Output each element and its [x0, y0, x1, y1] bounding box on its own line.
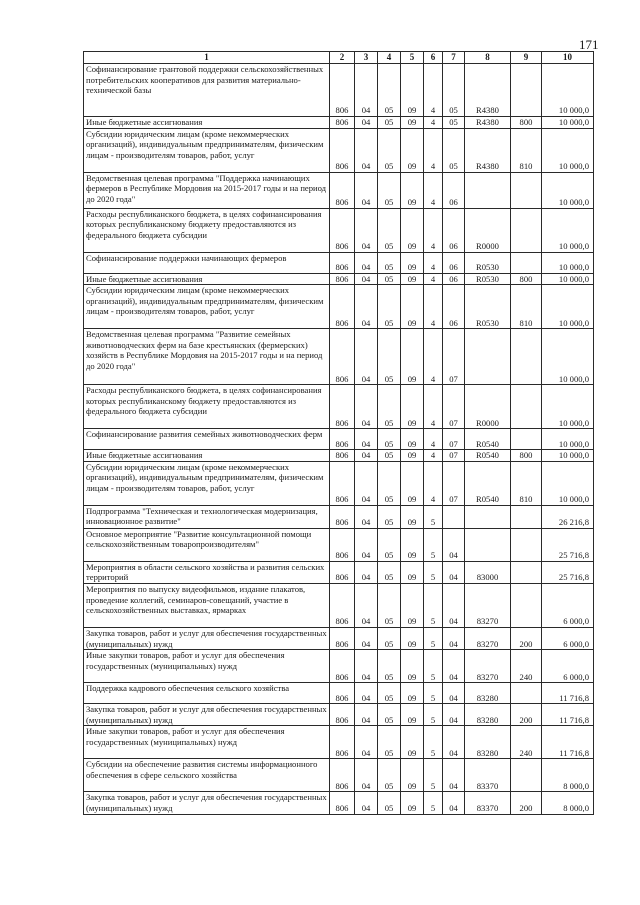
code-program: 09 [401, 285, 424, 329]
code-ministry: 806 [330, 726, 355, 759]
code-subsection: 05 [378, 273, 401, 285]
code-measure: 04 [443, 627, 465, 649]
code-subsection: 05 [378, 683, 401, 704]
table-row [84, 429, 594, 450]
code-direction [465, 505, 511, 528]
table-header-row [84, 52, 594, 64]
code-measure: 04 [443, 726, 465, 759]
code-measure: 04 [443, 683, 465, 704]
code-section: 04 [355, 117, 378, 129]
column-header: 8 [465, 52, 511, 64]
amount: 10 000,0 [542, 285, 594, 329]
code-expense-type: 800 [511, 273, 542, 285]
code-subprogram: 5 [424, 528, 443, 561]
table-row [84, 273, 594, 285]
code-subprogram: 4 [424, 385, 443, 429]
code-subprogram: 4 [424, 273, 443, 285]
code-expense-type [511, 583, 542, 627]
code-subsection: 05 [378, 704, 401, 726]
code-expense-type [511, 64, 542, 117]
table-row [84, 64, 594, 117]
code-subprogram: 5 [424, 505, 443, 528]
column-header: 5 [401, 52, 424, 64]
code-program: 09 [401, 505, 424, 528]
row-label: Подпрограмма "Техническая и технологическая модернизация, инновационное развитие" [84, 505, 330, 528]
code-expense-type: 810 [511, 128, 542, 172]
code-subsection: 05 [378, 726, 401, 759]
code-direction: R0540 [465, 429, 511, 450]
code-subprogram: 4 [424, 117, 443, 129]
row-label: Софинансирование грантовой поддержки сельскохозяйственных потребительских кооперативов для развития материально-технической базы [84, 64, 330, 117]
code-direction: 83270 [465, 583, 511, 627]
code-program: 09 [401, 252, 424, 273]
code-measure: 04 [443, 561, 465, 583]
code-section: 04 [355, 64, 378, 117]
code-ministry: 806 [330, 252, 355, 273]
code-expense-type: 200 [511, 792, 542, 814]
row-label: Иные закупки товаров, работ и услуг для обеспечения государственных (муниципальных) нужд [84, 726, 330, 759]
code-section: 04 [355, 627, 378, 649]
code-direction: R0530 [465, 252, 511, 273]
code-ministry: 806 [330, 683, 355, 704]
amount: 6 000,0 [542, 650, 594, 683]
amount: 10 000,0 [542, 128, 594, 172]
code-ministry: 806 [330, 528, 355, 561]
table-row [84, 450, 594, 462]
code-program: 09 [401, 726, 424, 759]
row-label: Иные закупки товаров, работ и услуг для обеспечения государственных (муниципальных) нужд [84, 650, 330, 683]
code-measure: 06 [443, 285, 465, 329]
code-measure: 05 [443, 64, 465, 117]
table-row [84, 726, 594, 759]
code-section: 04 [355, 172, 378, 208]
code-section: 04 [355, 273, 378, 285]
code-program: 09 [401, 117, 424, 129]
code-measure: 04 [443, 792, 465, 814]
code-expense-type: 800 [511, 117, 542, 129]
code-measure: 04 [443, 583, 465, 627]
code-measure: 04 [443, 759, 465, 792]
code-program: 09 [401, 683, 424, 704]
amount: 6 000,0 [542, 583, 594, 627]
code-measure: 07 [443, 385, 465, 429]
code-direction: R0000 [465, 208, 511, 252]
amount: 11 716,8 [542, 704, 594, 726]
code-subsection: 05 [378, 208, 401, 252]
amount: 10 000,0 [542, 329, 594, 385]
column-header: 9 [511, 52, 542, 64]
code-measure: 05 [443, 128, 465, 172]
code-expense-type: 810 [511, 461, 542, 505]
code-subsection: 05 [378, 128, 401, 172]
code-subprogram: 5 [424, 561, 443, 583]
code-measure: 07 [443, 429, 465, 450]
code-subprogram: 4 [424, 429, 443, 450]
code-measure: 05 [443, 117, 465, 129]
column-header: 6 [424, 52, 443, 64]
code-subprogram: 4 [424, 172, 443, 208]
code-expense-type [511, 505, 542, 528]
amount: 10 000,0 [542, 450, 594, 462]
row-label: Субсидии юридическим лицам (кроме некоммерческих организаций), индивидуальным предпринимателям, физическим лицам - производителям товаров, работ, услуг [84, 461, 330, 505]
code-section: 04 [355, 461, 378, 505]
code-direction: R0530 [465, 285, 511, 329]
code-subsection: 05 [378, 172, 401, 208]
code-program: 09 [401, 461, 424, 505]
code-section: 04 [355, 683, 378, 704]
code-section: 04 [355, 329, 378, 385]
code-program: 09 [401, 208, 424, 252]
table-row [84, 627, 594, 649]
code-section: 04 [355, 429, 378, 450]
code-program: 09 [401, 627, 424, 649]
code-section: 04 [355, 583, 378, 627]
column-header: 10 [542, 52, 594, 64]
amount: 11 716,8 [542, 726, 594, 759]
row-label: Иные бюджетные ассигнования [84, 117, 330, 129]
code-subsection: 05 [378, 627, 401, 649]
table-row [84, 505, 594, 528]
code-section: 04 [355, 252, 378, 273]
code-expense-type: 240 [511, 726, 542, 759]
code-ministry: 806 [330, 285, 355, 329]
row-label: Мероприятия в области сельского хозяйства и развития сельских территорий [84, 561, 330, 583]
amount: 10 000,0 [542, 208, 594, 252]
code-direction: R0530 [465, 273, 511, 285]
amount: 26 216,8 [542, 505, 594, 528]
table-row [84, 461, 594, 505]
code-subprogram: 5 [424, 759, 443, 792]
code-measure: 07 [443, 329, 465, 385]
code-section: 04 [355, 285, 378, 329]
code-expense-type [511, 528, 542, 561]
table-row [84, 117, 594, 129]
amount: 10 000,0 [542, 429, 594, 450]
code-program: 09 [401, 759, 424, 792]
code-section: 04 [355, 128, 378, 172]
column-header: 3 [355, 52, 378, 64]
code-direction: 83280 [465, 704, 511, 726]
code-measure [443, 505, 465, 528]
code-ministry: 806 [330, 273, 355, 285]
code-ministry: 806 [330, 172, 355, 208]
code-measure: 06 [443, 172, 465, 208]
code-subsection: 05 [378, 528, 401, 561]
code-measure: 06 [443, 252, 465, 273]
code-expense-type [511, 561, 542, 583]
code-subprogram: 5 [424, 583, 443, 627]
amount: 8 000,0 [542, 792, 594, 814]
row-label: Расходы республиканского бюджета, в целях софинансирования которых республиканскому бюджету предоставляются из федерального бюджета субсидии [84, 385, 330, 429]
row-label: Субсидии на обеспечение развития системы информационного обеспечения в сфере сельского хозяйства [84, 759, 330, 792]
column-header: 4 [378, 52, 401, 64]
code-section: 04 [355, 650, 378, 683]
budget-table [83, 51, 594, 815]
table-row [84, 252, 594, 273]
code-expense-type [511, 329, 542, 385]
code-subsection: 05 [378, 385, 401, 429]
code-expense-type: 200 [511, 627, 542, 649]
code-measure: 04 [443, 650, 465, 683]
code-direction: R4380 [465, 117, 511, 129]
row-label: Поддержка кадрового обеспечения сельского хозяйства [84, 683, 330, 704]
code-subprogram: 4 [424, 329, 443, 385]
code-section: 04 [355, 759, 378, 792]
code-subsection: 05 [378, 117, 401, 129]
table-row [84, 759, 594, 792]
code-ministry: 806 [330, 329, 355, 385]
code-ministry: 806 [330, 583, 355, 627]
code-direction: 83270 [465, 627, 511, 649]
code-section: 04 [355, 704, 378, 726]
code-direction: 83370 [465, 792, 511, 814]
page-number: 171 [579, 37, 599, 52]
code-subprogram: 4 [424, 128, 443, 172]
row-label: Основное мероприятие "Развитие консультационной помощи сельскохозяйственным товаропроизводителям" [84, 528, 330, 561]
code-direction [465, 528, 511, 561]
column-header: 1 [84, 52, 330, 64]
code-ministry: 806 [330, 561, 355, 583]
amount: 10 000,0 [542, 273, 594, 285]
code-subsection: 05 [378, 450, 401, 462]
code-expense-type [511, 759, 542, 792]
code-subprogram: 5 [424, 683, 443, 704]
code-program: 09 [401, 650, 424, 683]
row-label: Закупка товаров, работ и услуг для обеспечения государственных (муниципальных) нужд [84, 704, 330, 726]
code-subprogram: 5 [424, 726, 443, 759]
code-ministry: 806 [330, 704, 355, 726]
table-row [84, 650, 594, 683]
amount: 10 000,0 [542, 117, 594, 129]
code-program: 09 [401, 273, 424, 285]
code-section: 04 [355, 792, 378, 814]
row-label: Мероприятия по выпуску видеофильмов, издание плакатов, проведение коллегий, семинаров-совещаний, участие в сельскохозяйственных выставках, ярмарках [84, 583, 330, 627]
code-section: 04 [355, 528, 378, 561]
code-direction: R0540 [465, 450, 511, 462]
amount: 25 716,8 [542, 528, 594, 561]
code-subsection: 05 [378, 252, 401, 273]
code-subprogram: 4 [424, 252, 443, 273]
code-subprogram: 5 [424, 704, 443, 726]
code-ministry: 806 [330, 450, 355, 462]
code-ministry: 806 [330, 208, 355, 252]
table-row [84, 683, 594, 704]
code-measure: 04 [443, 704, 465, 726]
code-direction: 83370 [465, 759, 511, 792]
code-program: 09 [401, 172, 424, 208]
table-row [84, 329, 594, 385]
code-ministry: 806 [330, 128, 355, 172]
code-subprogram: 5 [424, 627, 443, 649]
code-subprogram: 4 [424, 64, 443, 117]
code-expense-type [511, 683, 542, 704]
column-header: 2 [330, 52, 355, 64]
code-ministry: 806 [330, 792, 355, 814]
code-section: 04 [355, 561, 378, 583]
code-program: 09 [401, 583, 424, 627]
code-direction: R0000 [465, 385, 511, 429]
table-row [84, 528, 594, 561]
code-subsection: 05 [378, 429, 401, 450]
table-row [84, 704, 594, 726]
code-subsection: 05 [378, 583, 401, 627]
code-ministry: 806 [330, 64, 355, 117]
code-program: 09 [401, 329, 424, 385]
code-subsection: 05 [378, 329, 401, 385]
table-row [84, 208, 594, 252]
code-subsection: 05 [378, 792, 401, 814]
code-section: 04 [355, 385, 378, 429]
row-label: Ведомственная целевая программа "Поддержка начинающих фермеров в Республике Мордовия на 2015-2017 годы и на период до 2020 года" [84, 172, 330, 208]
code-subsection: 05 [378, 759, 401, 792]
code-ministry: 806 [330, 461, 355, 505]
code-program: 09 [401, 704, 424, 726]
code-ministry: 806 [330, 627, 355, 649]
table-row [84, 285, 594, 329]
row-label: Софинансирование развития семейных животноводческих ферм [84, 429, 330, 450]
code-program: 09 [401, 450, 424, 462]
code-program: 09 [401, 429, 424, 450]
code-measure: 07 [443, 461, 465, 505]
code-expense-type [511, 252, 542, 273]
code-subprogram: 5 [424, 792, 443, 814]
code-direction: 83270 [465, 650, 511, 683]
code-direction: R4380 [465, 128, 511, 172]
code-ministry: 806 [330, 117, 355, 129]
code-ministry: 806 [330, 429, 355, 450]
code-section: 04 [355, 726, 378, 759]
code-direction: 83000 [465, 561, 511, 583]
table-row [84, 172, 594, 208]
code-section: 04 [355, 505, 378, 528]
row-label: Закупка товаров, работ и услуг для обеспечения государственных (муниципальных) нужд [84, 627, 330, 649]
code-measure: 06 [443, 208, 465, 252]
code-expense-type [511, 429, 542, 450]
code-ministry: 806 [330, 759, 355, 792]
code-direction: 83280 [465, 726, 511, 759]
code-subprogram: 4 [424, 208, 443, 252]
row-label: Субсидии юридическим лицам (кроме некоммерческих организаций), индивидуальным предпринимателям, физическим лицам - производителям товаров, работ, услуг [84, 128, 330, 172]
code-expense-type [511, 208, 542, 252]
code-subprogram: 4 [424, 285, 443, 329]
code-program: 09 [401, 385, 424, 429]
code-subsection: 05 [378, 505, 401, 528]
code-subsection: 05 [378, 64, 401, 117]
code-direction: R4380 [465, 64, 511, 117]
code-direction [465, 329, 511, 385]
row-label: Иные бюджетные ассигнования [84, 273, 330, 285]
code-measure: 07 [443, 450, 465, 462]
code-subsection: 05 [378, 561, 401, 583]
amount: 10 000,0 [542, 385, 594, 429]
row-label: Ведомственная целевая программа "Развитие семейных животноводческих ферм на базе крестьянских (фермерских) хозяйств в Республике Мордовия на 2015-2017 годы и на период до 2020 года" [84, 329, 330, 385]
code-program: 09 [401, 528, 424, 561]
column-header: 7 [443, 52, 465, 64]
code-program: 09 [401, 561, 424, 583]
row-label: Субсидии юридическим лицам (кроме некоммерческих организаций), индивидуальным предпринимателям, физическим лицам - производителям товаров, работ, услуг [84, 285, 330, 329]
code-subprogram: 4 [424, 450, 443, 462]
code-direction: R0540 [465, 461, 511, 505]
code-ministry: 806 [330, 650, 355, 683]
code-program: 09 [401, 64, 424, 117]
row-label: Софинансирование поддержки начинающих фермеров [84, 252, 330, 273]
code-subsection: 05 [378, 650, 401, 683]
code-ministry: 806 [330, 505, 355, 528]
code-program: 09 [401, 792, 424, 814]
code-measure: 04 [443, 528, 465, 561]
code-expense-type: 810 [511, 285, 542, 329]
code-expense-type [511, 385, 542, 429]
code-expense-type [511, 172, 542, 208]
code-section: 04 [355, 208, 378, 252]
amount: 10 000,0 [542, 172, 594, 208]
amount: 6 000,0 [542, 627, 594, 649]
amount: 10 000,0 [542, 64, 594, 117]
code-section: 04 [355, 450, 378, 462]
table-row [84, 583, 594, 627]
row-label: Иные бюджетные ассигнования [84, 450, 330, 462]
code-expense-type: 200 [511, 704, 542, 726]
table-row [84, 561, 594, 583]
code-expense-type: 240 [511, 650, 542, 683]
row-label: Закупка товаров, работ и услуг для обеспечения государственных (муниципальных) нужд [84, 792, 330, 814]
amount: 10 000,0 [542, 461, 594, 505]
code-subsection: 05 [378, 285, 401, 329]
row-label: Расходы республиканского бюджета, в целях софинансирования которых республиканскому бюджету предоставляются из федерального бюджета субсидии [84, 208, 330, 252]
table-row [84, 128, 594, 172]
code-direction: 83280 [465, 683, 511, 704]
amount: 10 000,0 [542, 252, 594, 273]
code-measure: 06 [443, 273, 465, 285]
code-subsection: 05 [378, 461, 401, 505]
amount: 25 716,8 [542, 561, 594, 583]
amount: 11 716,8 [542, 683, 594, 704]
table-row [84, 792, 594, 814]
code-subprogram: 4 [424, 461, 443, 505]
code-direction [465, 172, 511, 208]
amount: 8 000,0 [542, 759, 594, 792]
code-expense-type: 800 [511, 450, 542, 462]
table-row [84, 385, 594, 429]
code-ministry: 806 [330, 385, 355, 429]
code-program: 09 [401, 128, 424, 172]
code-subprogram: 5 [424, 650, 443, 683]
